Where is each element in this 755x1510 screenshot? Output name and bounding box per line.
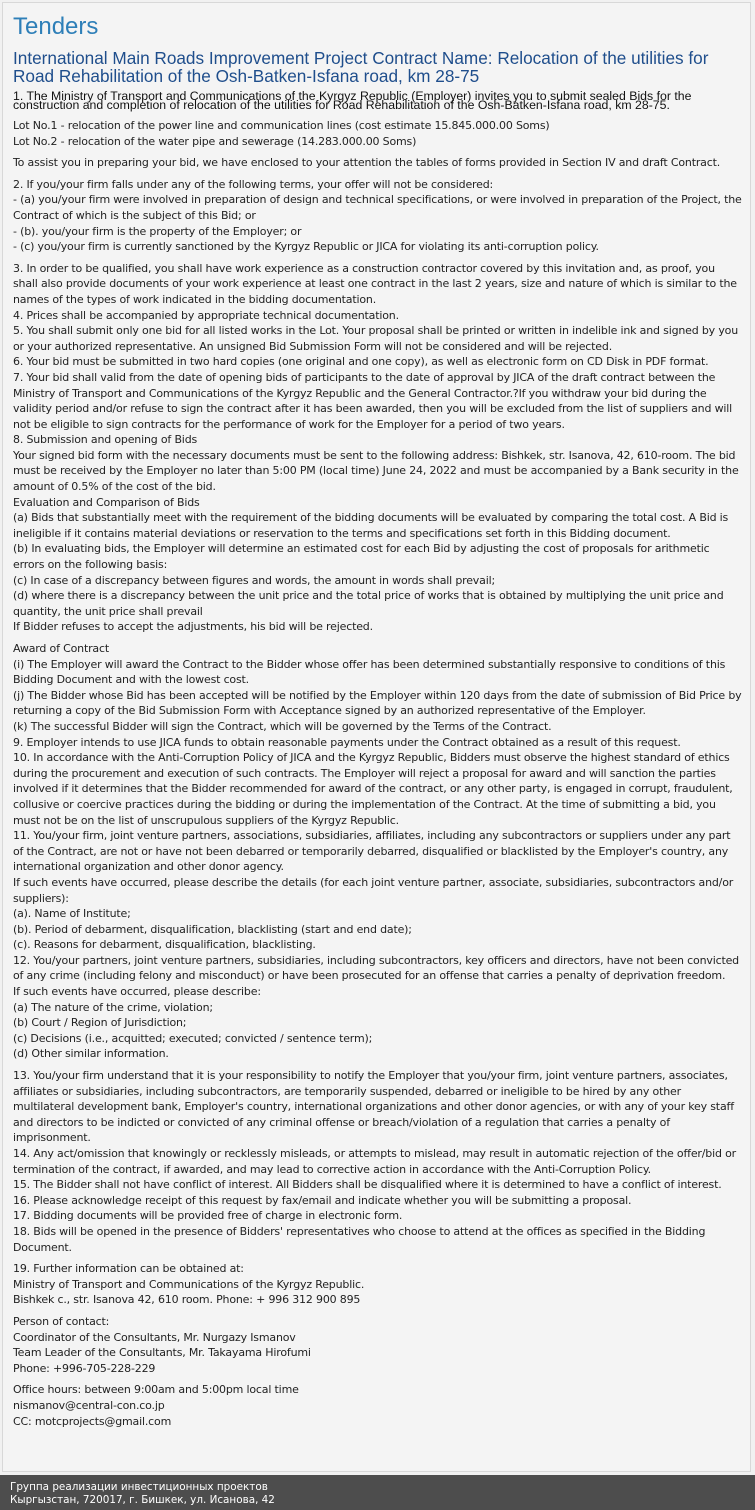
section-paragraph: (i) The Employer will award the Contract to the Bidder whose offer has been determined substantially responsive to conditions of this Bidding Document and with the lowest cost. <box>13 657 726 687</box>
section-paragraph: 10. In accordance with the Anti-Corruption Policy of JICA and the Kyrgyz Republic, Bidders must observe the highest standard of ethics during the procurement and execution of such contracts. The Employer will reject a proposal for award and will sanction the parties involved if it determines that the Bidder recommended for award of the contract, or any other party, is engaged in corrupt, fraudulent, collusive or coercive practices during the bidding or during the implementation of the Contract. At the time of submitting a bid, you must not be on the list of unscrupulous suppliers of the Kyrgyz Republic. <box>13 751 733 827</box>
footer-address: Кыргызстан, 720017, г. Бишкек, ул. Исанова, 42 <box>10 1494 275 1506</box>
section-paragraph: (d) Other similar information. <box>13 1047 169 1061</box>
tender-title: International Main Roads Improvement Project Contract Name: Relocation of the utilities for Road Rehabilitation of the Osh-Batken-Isfana road, km 28-75 <box>13 48 709 86</box>
lot-item: Lot No.2 - relocation of the water pipe and sewerage (14.283.000.00 Soms) <box>13 134 417 148</box>
section-paragraph: (b) Court / Region of Jurisdiction; <box>13 1016 187 1030</box>
section-2-line: 2. If you/your firm falls under any of the following terms, your offer will not be considered: <box>13 177 494 191</box>
section-paragraph: (b). Period of debarment, disqualification, blacklisting (start and end date); <box>13 922 412 936</box>
contact-line: Phone: +996-705-228-229 <box>13 1361 156 1375</box>
section-paragraph: 14. Any act/omission that knowingly or recklessly misleads, or attempts to mislead, may result in automatic rejection of the offer/bid or termination of the contract, if awarded, and may lead to corrective action in accordance with the Anti-Corruption Policy. <box>13 1147 736 1176</box>
section-paragraph: 15. The Bidder shall not have conflict of interest. All Bidders shall be disqualified where it is determined to have a conflict of interest. <box>13 1178 722 1192</box>
section-paragraph: 3. In order to be qualified, you shall have work experience as a construction contractor covered by this invitation and, as proof, you shall also provide documents of your work experience at least one contract in the last 2 years, size and nature of which is similar to the names of the types of work indicated in the bidding documentation. <box>13 261 737 306</box>
section-paragraph: 4. Prices shall be accompanied by appropriate technical documentation. <box>13 308 399 322</box>
section-paragraph: 12. You/your partners, joint venture partners, subsidiaries, including subcontractors, key officers and directors, have not been convicted of any crime (including felony and misconduct) or have been prosecuted for an offense that carries a penalty of deprivation freedom. <box>13 953 739 983</box>
section-13-to-18 <box>13 1068 742 1255</box>
section-paragraph: 8. Submission and opening of Bids <box>13 433 198 447</box>
lot-item: Lot No.1 - relocation of the power line and communication lines (cost estimate 15.845.000.00 Soms) <box>13 119 550 132</box>
site-footer <box>0 1475 755 1510</box>
section-2-line: - (a) you/your firm were involved in preparation of design and technical specifications, or were involved in preparation of the Project, the Contract of which is the subject of this Bid; or <box>13 193 742 222</box>
contact-line: Person of contact: <box>13 1314 110 1328</box>
contact-line: Team Leader of the Consultants, Mr. Takayama Hirofumi <box>13 1346 311 1360</box>
section-paragraph: (c). Reasons for debarment, disqualification, blacklisting. <box>13 938 316 952</box>
section-paragraph: 18. Bids will be opened in the presence of Bidders' representatives who choose to attend at the offices as specified in the Bidding Document. <box>13 1224 706 1254</box>
section-paragraph: 16. Please acknowledge receipt of this request by fax/email and indicate whether you will be submitting a proposal. <box>13 1193 632 1207</box>
section-paragraph: (d) where there is a discrepancy between the unit price and the total price of works that is obtained by multiplying the unit price and quantity, the unit price shall prevail <box>13 589 724 618</box>
section-paragraph: 5. You shall submit only one bid for all listed works in the Lot. Your proposal shall be printed or written in indelible ink and signed by you or your authorized representative. An unsigned Bid Submission Form will not be considered and will be rejected. <box>13 324 738 353</box>
cc-email: CC: motcprojects@gmail.com <box>13 1414 172 1428</box>
section-paragraph: Your signed bid form with the necessary documents must be sent to the following address: Bishkek, str. Isanova, 42, 610-room. The bid must be received by the Employer no later than 5:00 PM (local time) June 24, 2022 and must be accompanied by a Bank security in the amount of 0.5% of the cost of the bid. <box>13 448 739 494</box>
section-paragraph: Award of Contract <box>13 642 109 655</box>
contact-block <box>13 1314 742 1376</box>
section-paragraph: (a). Name of Institute; <box>13 907 131 921</box>
section-paragraph: Bishkek c., str. Isanova 42, 610 room. Phone: + 996 312 900 895 <box>13 1293 361 1307</box>
office-block <box>13 1382 742 1429</box>
page-title: Tenders <box>13 13 99 40</box>
lots-block <box>13 118 742 149</box>
office-hours: Office hours: between 9:00am and 5:00pm local time <box>13 1383 299 1397</box>
section-paragraph: Evaluation and Comparison of Bids <box>13 495 200 509</box>
section-2-line: - (c) you/your firm is currently sanctioned by the Kyrgyz Republic or JICA for violating its anti-corruption policy. <box>13 240 599 254</box>
footer-org-name: Группа реализации инвестиционных проектов <box>10 1481 268 1493</box>
section-paragraph: (b) In evaluating bids, the Employer will determine an estimated cost for each Bid by adjusting the cost of proposals for arithmetic errors on the following basis: <box>13 542 710 572</box>
section-paragraph: If such events have occurred, please describe the details (for each joint venture partner, associate, subsidiaries, subcontractors and/or suppliers): <box>13 875 734 905</box>
section-paragraph: 17. Bidding documents will be provided free of charge in electronic form. <box>13 1209 403 1223</box>
section-paragraph: (c) Decisions (i.e., acquitted; executed; convicted / sentence term); <box>13 1031 373 1045</box>
section-2 <box>13 177 742 255</box>
section-paragraph: (c) In case of a discrepancy between figures and words, the amount in words shall prevail; <box>13 573 495 587</box>
section-paragraph: (j) The Bidder whose Bid has been accepted will be notified by the Employer within 120 days from the date of submission of Bid Price by returning a copy of the Bid Submission Form with Acceptance signed by an authorized representative of the Employer. <box>13 688 742 718</box>
section-award <box>13 641 742 1062</box>
section-paragraph: If Bidder refuses to accept the adjustments, his bid will be rejected. <box>13 620 373 634</box>
contact-email: nismanov@central-con.co.jp <box>13 1398 165 1412</box>
section-3-to-8 <box>13 261 742 635</box>
main-content <box>2 2 751 1472</box>
section-paragraph: 13. You/your firm understand that it is your responsibility to notify the Employer that you/your firm, joint venture partners, associates, affiliates or subsidiaries, including subcontractors, are temporarily suspended, debarred or ineligible to be hired by any other multilateral development bank, Employer's country, international organizations and other donor agencies, or with any of your key staff and directors to be indicted or convicted of any criminal offense or breach/violation of a regulation that carries a penalty of imprisonment. <box>13 1069 734 1145</box>
assist-paragraph: To assist you in preparing your bid, we have enclosed to your attention the tables of forms provided in Section IV and draft Contract. <box>13 156 721 170</box>
section-paragraph: If such events have occurred, please describe: <box>13 985 261 999</box>
intro-paragraph: 1. The Ministry of Transport and Communications of the Kyrgyz Republic (Employer) invites you to submit sealed Bids for the construction and completion of relocation of the utilities for Road Rehabilitation of the Osh-Batken-Isfana road, km 28-75. <box>13 89 692 112</box>
section-19 <box>13 1261 742 1308</box>
section-2-line: - (b). you/your firm is the property of the Employer; or <box>13 224 302 238</box>
section-paragraph: (a) Bids that substantially meet with the requirement of the bidding documents will be evaluated by comparing the total cost. A Bid is ineligible if it contains material deviations or reservation to the terms and specifications set forth in this Bidding document. <box>13 511 729 540</box>
section-paragraph: Ministry of Transport and Communications of the Kyrgyz Republic. <box>13 1277 365 1291</box>
section-paragraph: 19. Further information can be obtained at: <box>13 1262 244 1276</box>
section-paragraph: 7. Your bid shall valid from the date of opening bids of participants to the date of approval by JICA of the draft contract between the Ministry of Transport and Communications of the Kyrgyz Republic and the General Contractor.?If you withdraw your bid during the validity period and/or refuse to sign the contract after it has been awarded, then you will be excluded from the list of suppliers and will not be eligible to sign contracts for the performance of work for the Employer for a period of two years. <box>13 370 733 431</box>
contact-line: Coordinator of the Consultants, Mr. Nurgazy Ismanov <box>13 1330 296 1344</box>
section-paragraph: 9. Employer intends to use JICA funds to obtain reasonable payments under the Contract obtained as a result of this request. <box>13 735 681 749</box>
section-paragraph: 6. Your bid must be submitted in two hard copies (one original and one copy), as well as electronic form on CD Disk in PDF format. <box>13 355 709 369</box>
section-paragraph: (a) The nature of the crime, violation; <box>13 1000 213 1014</box>
section-paragraph: 11. You/your firm, joint venture partners, associations, subsidiaries, affiliates, including any subcontractors or suppliers under any part of the Contract, are not or have not been debarred or temporarily debarred, disqualified or blacklisted by the Employer's country, any international organization and other donor agency. <box>13 829 731 874</box>
section-paragraph: (k) The successful Bidder will sign the Contract, which will be governed by the Terms of the Contract. <box>13 719 552 733</box>
